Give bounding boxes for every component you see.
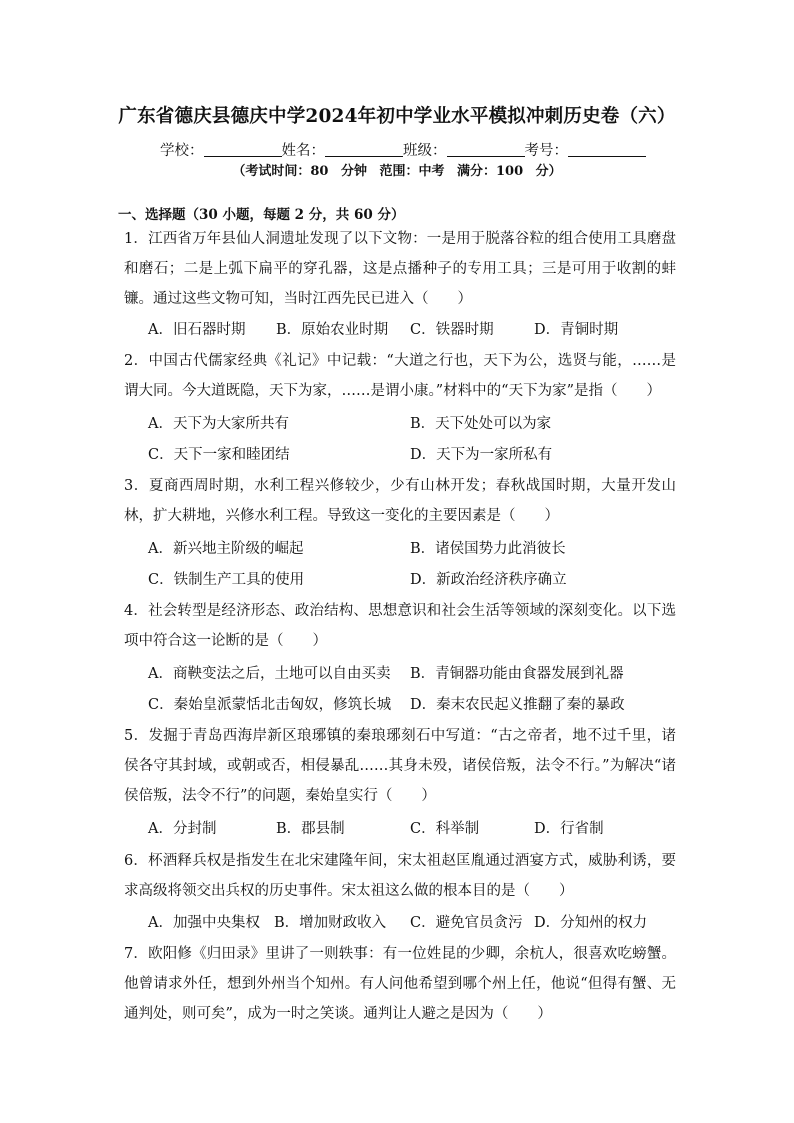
class-label: 班级： [403, 143, 447, 159]
option-a[interactable]: A．加强中央集权 [148, 915, 260, 931]
option-d[interactable]: D．秦末农民起义推翻了秦的暴政 [410, 697, 625, 713]
option-c[interactable]: C．铁制生产工具的使用 [148, 572, 305, 588]
option-d[interactable]: D．天下为一家所私有 [410, 447, 553, 463]
question-1: 1．江西省万年县仙人洞遗址发现了以下文物：一是用于脱落谷粒的组合使用工具磨盘和磨石；二是上弧下扁平的穿孔器，这是点播种子的专用工具；三是可用于收割的蚌镰。通过这些文物可知，当时江西先民已进入（ ） [124, 231, 676, 307]
question-3-options-row2 [148, 565, 688, 595]
option-d[interactable]: D．青铜时期 [534, 322, 619, 338]
school-label: 学校： [160, 143, 204, 159]
question-6-options [148, 908, 688, 938]
option-a[interactable]: A．天下为大家所共有 [148, 416, 289, 432]
question-4-options-row2 [148, 690, 688, 720]
school-blank[interactable] [204, 142, 282, 157]
option-c[interactable]: C．科举制 [410, 821, 480, 837]
name-blank[interactable] [325, 142, 403, 157]
question-4-options-row1 [148, 659, 688, 689]
question-2-options-row2 [148, 440, 688, 470]
question-5: 5．发掘于青岛西海岸新区琅琊镇的秦琅琊刻石中写道：“古之帝者，地不过千里，诸侯各守其封域，或朝或否，相侵暴乱……其身未殁，诸侯倍叛，法令不行。”为解决“诸侯倍叛，法令不行”的问题，秦始皇实行（ ） [124, 728, 676, 804]
question-5-options [148, 814, 688, 844]
section-heading: 一、选择题（30 小题，每题 2 分，共 60 分） [118, 207, 405, 223]
exam-subinfo: （考试时间：80 分钟 范围：中考 满分：100 分） [232, 164, 562, 179]
option-b[interactable]: B．诸侯国势力此消彼长 [410, 541, 566, 557]
question-2: 2．中国古代儒家经典《礼记》中记载：“大道之行也，天下为公，选贤与能，……是谓大同。今大道既隐，天下为家，……是谓小康。”材料中的“天下为家”是指（ ） [124, 353, 676, 399]
name-label: 姓名： [281, 143, 325, 159]
option-b[interactable]: B．天下处处可以为家 [410, 416, 552, 432]
option-b[interactable]: B．原始农业时期 [276, 322, 389, 338]
option-c[interactable]: C．避免官员贪污 [410, 915, 523, 931]
student-info-line [160, 139, 646, 160]
option-a[interactable]: A．新兴地主阶级的崛起 [148, 541, 304, 557]
question-2-options-row1 [148, 409, 688, 439]
question-6: 6．杯酒释兵权是指发生在北宋建隆年间，宋太祖赵匡胤通过酒宴方式，威胁利诱，要求高级将领交出兵权的历史事件。宋太祖这么做的根本目的是（ ） [124, 853, 676, 899]
option-b[interactable]: B．郡县制 [276, 821, 345, 837]
number-label: 考号： [524, 143, 568, 159]
question-3-options-row1 [148, 534, 688, 564]
option-a[interactable]: A．旧石器时期 [148, 322, 246, 338]
question-3: 3．夏商西周时期，水利工程兴修较少，少有山林开发；春秋战国时期，大量开发山林，扩大耕地，兴修水利工程。导致这一变化的主要因素是（ ） [124, 478, 676, 524]
option-a[interactable]: A．分封制 [148, 821, 217, 837]
question-1-options [148, 315, 688, 345]
option-d[interactable]: D．新政治经济秩序确立 [410, 572, 567, 588]
question-7: 7．欧阳修《归田录》里讲了一则轶事：有一位姓昆的少卿，余杭人，很喜欢吃螃蟹。他曾请求外任，想到外州当个知州。有人问他希望到哪个州上任，他说“但得有蟹、无通判处，则可矣”，成为一时之笑谈。通判让人避之是因为（ ） [124, 946, 676, 1022]
question-4: 4．社会转型是经济形态、政治结构、思想意识和社会生活等领域的深刻变化。以下选项中符合这一论断的是（ ） [124, 603, 676, 649]
exam-title: 广东省德庆县德庆中学2024年初中学业水平模拟冲刺历史卷（六） [118, 106, 676, 127]
option-c[interactable]: C．天下一家和睦团结 [148, 447, 290, 463]
option-b[interactable]: B．增加财政收入 [274, 915, 387, 931]
option-b[interactable]: B．青铜器功能由食器发展到礼器 [410, 666, 624, 682]
option-c[interactable]: C．铁器时期 [410, 322, 494, 338]
option-a[interactable]: A．商鞅变法之后，土地可以自由买卖 [148, 666, 391, 682]
class-blank[interactable] [447, 142, 525, 157]
number-blank[interactable] [568, 142, 646, 157]
option-d[interactable]: D．分知州的权力 [534, 915, 648, 931]
option-d[interactable]: D．行省制 [534, 821, 604, 837]
option-c[interactable]: C．秦始皇派蒙恬北击匈奴，修筑长城 [148, 697, 392, 713]
